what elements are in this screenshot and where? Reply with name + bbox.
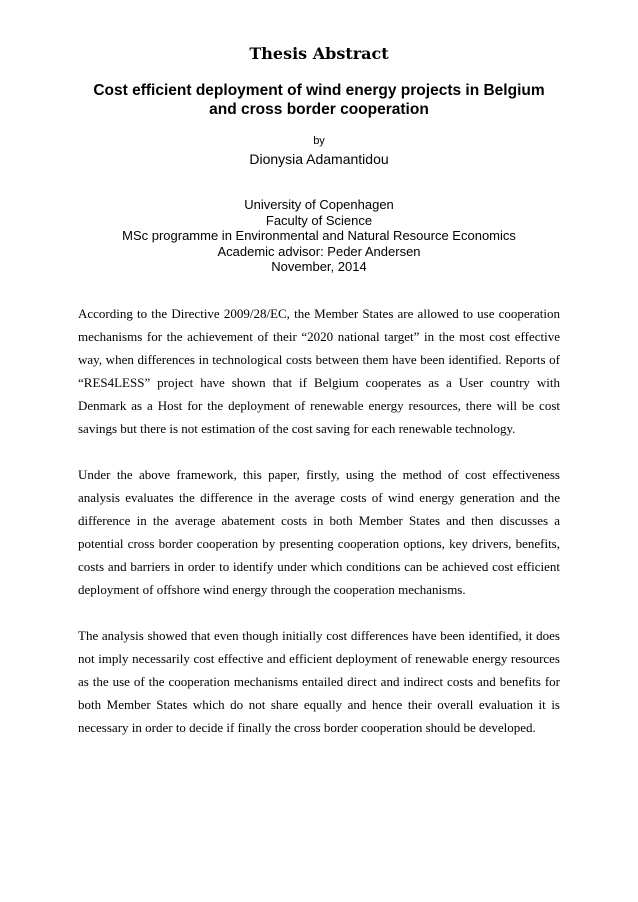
faculty-name: Faculty of Science (265, 212, 373, 228)
affiliation-block (0, 197, 638, 275)
author-name: Dionysia Adamantidou (249, 151, 389, 167)
academic-advisor: Academic advisor: Peder Andersen (217, 243, 421, 259)
thesis-title: Cost efficient deployment of wind energy projects in Belgium and cross border cooperation (93, 82, 545, 118)
abstract-body (78, 302, 560, 762)
abstract-paragraph: Under the above framework, this paper, firstly, using the method of cost effectiveness analysis evaluates the difference in the average costs of wind energy generation and the difference in the average abatement costs in both Member States and then discusses a potential cross border cooperation by presenting cooperation options, key drivers, benefits, costs and barriers in order to identify under which conditions can be achieved cost efficient deployment of offshore wind energy through the cooperation mechanisms. (78, 467, 560, 597)
abstract-paragraph: According to the Directive 2009/28/EC, the Member States are allowed to use cooperation mechanisms for the achievement of their “2020 national target” in the most cost effective way, when differences in technological costs between them have been identified. Reports of “RES4LESS” project have shown that if Belgium cooperates as a User country with Denmark as a Host for the deployment of renewable energy resources, there will be cost savings but there is not estimation of the cost saving for each renewable technology. (78, 306, 560, 436)
programme-name: MSc programme in Environmental and Natural Resource Economics (122, 228, 516, 243)
by-label: by (313, 135, 325, 147)
university-name: University of Copenhagen (244, 197, 394, 212)
document-heading: Thesis Abstract (249, 44, 389, 63)
abstract-paragraph: The analysis showed that even though initially cost differences have been identified, it does not imply necessarily cost effective and efficient deployment of renewable energy resources as the use of the cooperation mechanisms entailed direct and indirect costs and benefits for both Member States which do not share equally and hence their overall evaluation it is necessary in order to decide if finally the cross border cooperation should be developed. (78, 628, 560, 735)
submission-date: November, 2014 (271, 259, 367, 274)
